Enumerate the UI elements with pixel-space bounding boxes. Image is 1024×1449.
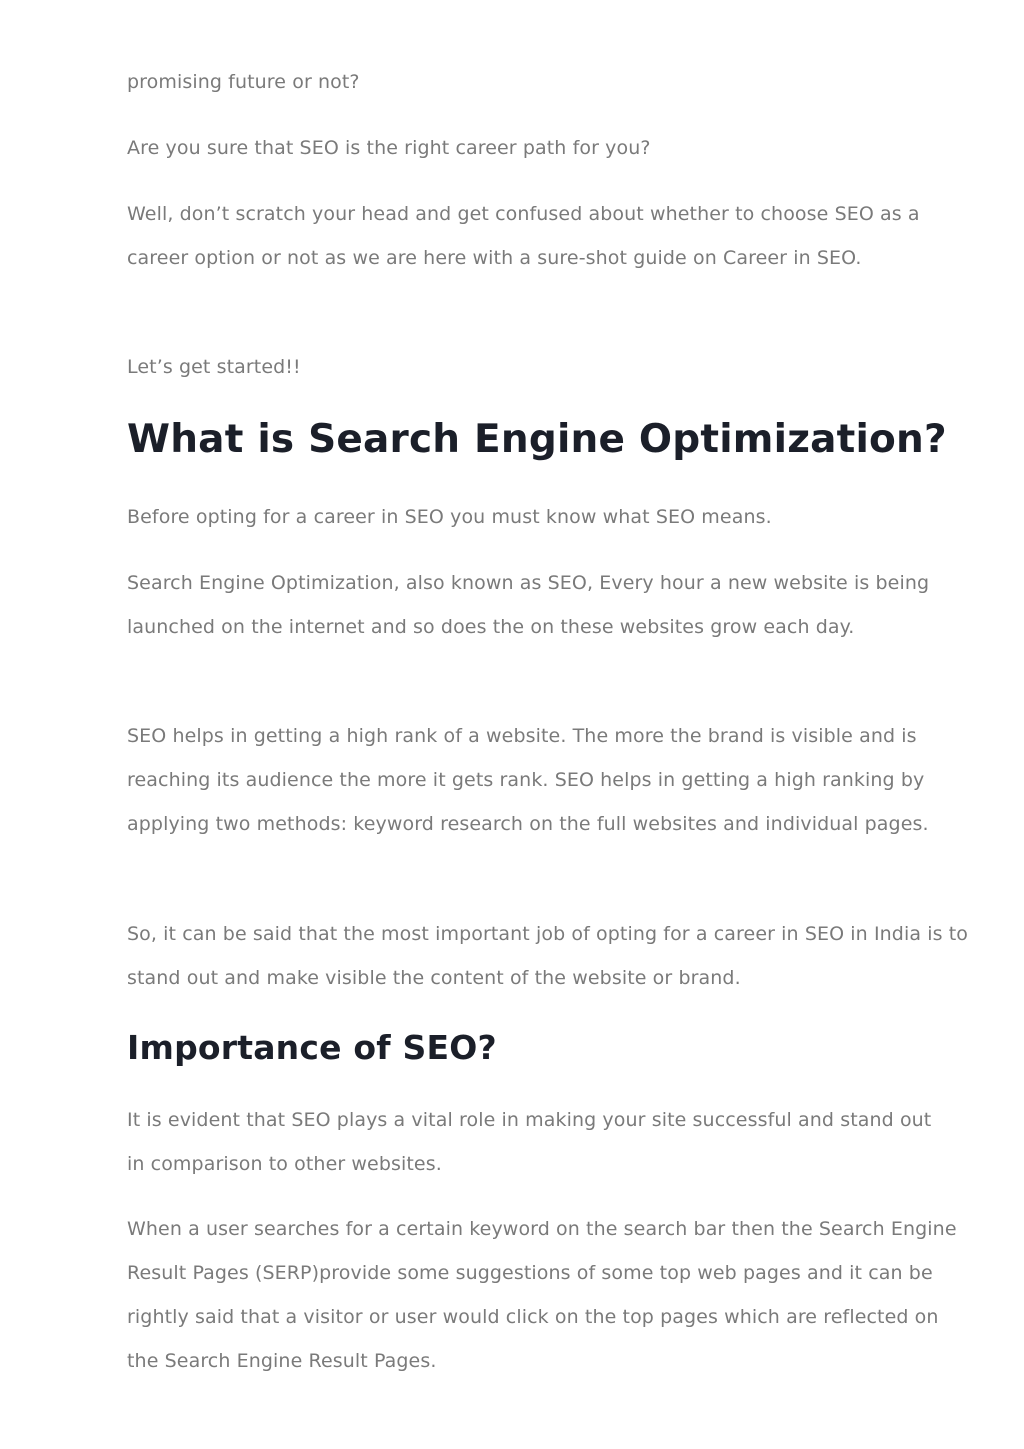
intro-paragraph: Are you sure that SEO is the right career path for you? [127, 137, 651, 159]
section-paragraph: Before opting for a career in SEO you must know what SEO means. [127, 506, 772, 528]
section-paragraph: When a user searches for a certain keyword on the search bar then the Search Engine Result Pages (SERP)provide some suggestions of some top web pages and it can be rightly said that a visitor or user would click on the top pages which are reflected on the Search Engine Result Pages. [127, 1218, 957, 1372]
section-paragraph: So, it can be said that the most important job of opting for a career in SEO in India is to stand out and make visible the content of the website or brand. [127, 923, 968, 989]
section-paragraph: Search Engine Optimization, also known as SEO, Every hour a new website is being launched on the internet and so does the on these websites grow each day. [127, 572, 930, 638]
section-heading-importance-of-seo: Importance of SEO? [127, 1028, 497, 1067]
intro-paragraph: Let’s get started!! [127, 356, 301, 378]
intro-paragraph: promising future or not? [127, 71, 360, 93]
section-paragraph: SEO helps in getting a high rank of a website. The more the brand is visible and is reaching its audience the more it gets rank. SEO helps in getting a high ranking by applying two methods: keyword research on the full websites and individual pages. [127, 725, 929, 835]
intro-paragraph: Well, don’t scratch your head and get confused about whether to choose SEO as a career option or not as we are here with a sure-shot guide on Career in SEO. [127, 203, 920, 269]
section-heading-what-is-seo: What is Search Engine Optimization? [127, 417, 947, 462]
section-paragraph: It is evident that SEO plays a vital role in making your site successful and stand out in comparison to other websites. [127, 1109, 932, 1175]
